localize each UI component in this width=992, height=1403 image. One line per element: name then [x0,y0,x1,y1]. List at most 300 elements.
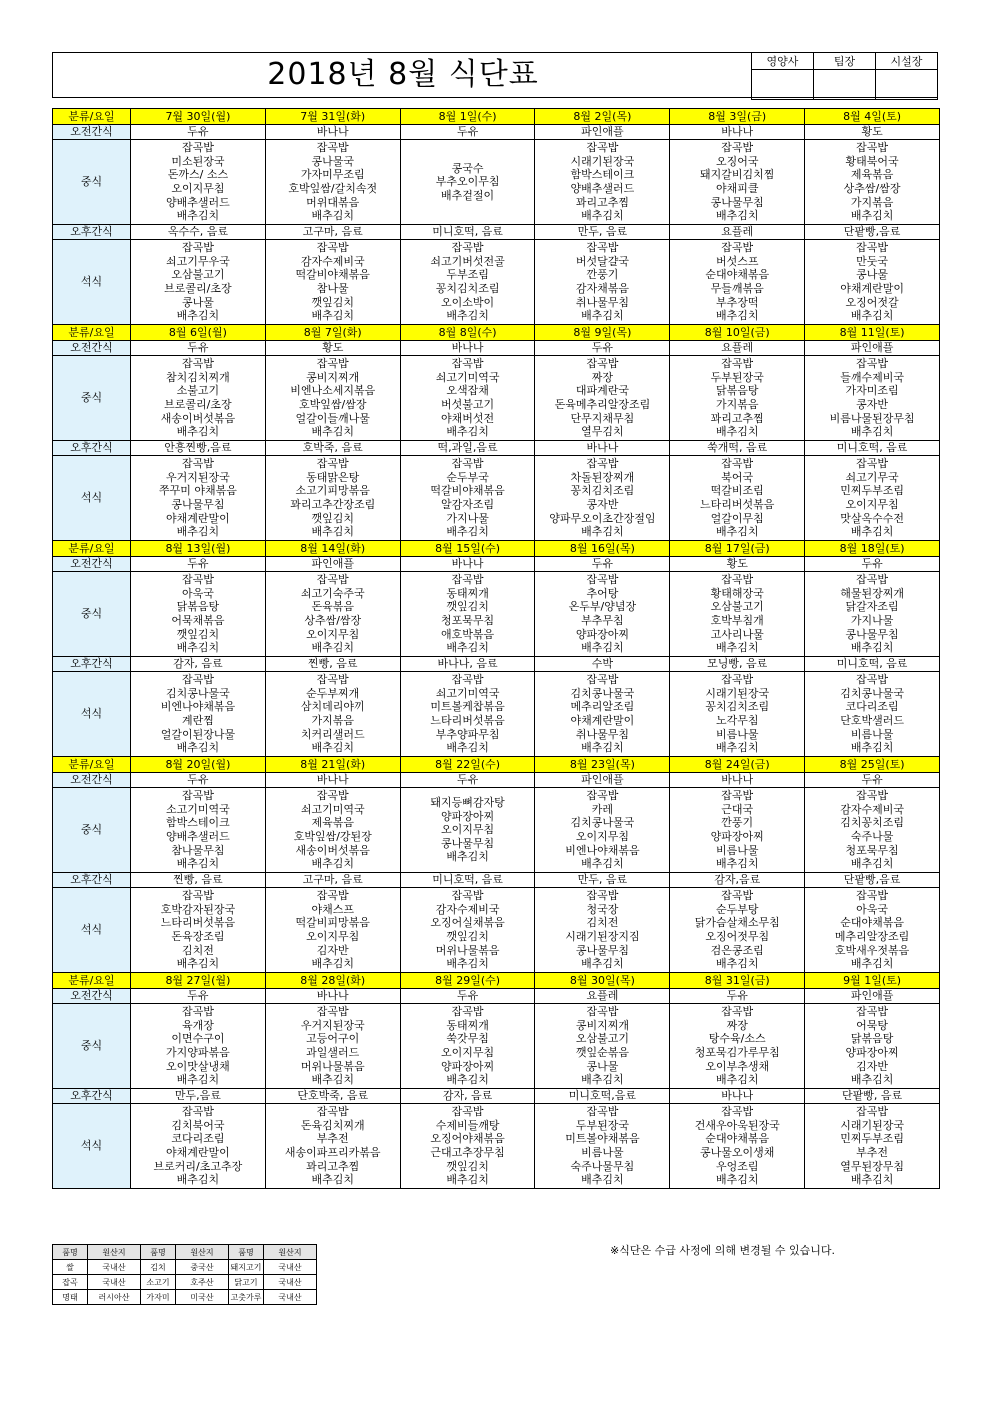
menu-item: 배추김치 [850,425,894,439]
origin-cell: 국내산 [264,1290,317,1305]
menu-item: 배추김치 [176,741,220,755]
pm-snack-cell: 쑥개떡, 음료 [670,441,805,456]
dinner-cell [131,888,266,973]
menu-item: 김치콩나물국 [570,686,635,700]
menu-item: 닭볶음탕 [850,1032,894,1046]
menu-item: 깻잎순볶음 [575,1046,629,1059]
pm-snack-cell: 미니호떡, 음료 [805,657,940,672]
menu-item: 잡곡밥 [856,357,889,371]
menu-item: 잡곡밥 [856,789,889,803]
menu-item: 쇠고기무국 [845,470,899,484]
menu-item: 양파장아찌 [845,1046,899,1059]
menu-item: 코다리조림 [845,700,899,714]
menu-item: 오이지무침 [441,1046,495,1059]
menu-item: 쇠고기미역국 [300,802,365,816]
menu-item: 배추김치 [850,525,894,539]
day-header: 8월 23일(목) [535,757,670,773]
day-header: 8월 11일(토) [805,325,940,341]
approval-table [751,52,938,100]
am-snack-cell: 황도 [670,557,805,572]
category-label: 중식 [53,140,131,225]
menu-item: 야채버섯전 [441,411,495,425]
menu-item: 비엔나야채볶음 [565,843,640,857]
menu-item: 김자반 [316,943,349,957]
dinner-cell [265,888,400,973]
pm-snack-cell: 만두, 음료 [535,225,670,240]
menu-item: 브로커리/초고추장 [153,1159,243,1173]
menu-item: 민찌두부조림 [840,1132,904,1146]
am-snack-cell: 두유 [131,557,266,572]
menu-item: 오색잡채 [446,384,489,398]
day-header: 8월 10일(금) [670,325,805,341]
menu-item: 잡곡밥 [586,141,619,155]
am-snack-cell: 두유 [805,557,940,572]
menu-item: 양파장아찌 [575,627,629,641]
lunch-cell [535,140,670,225]
menu-item: 떡갈비피망볶음 [295,916,370,930]
menu-item: 순두부탕 [715,902,759,916]
approval-label: 시설장 [876,53,938,70]
menu-item: 배추김치 [311,641,354,655]
menu-item: 야채계란말이 [166,511,230,525]
menu-item: 콩나물국 [311,154,354,168]
menu-item: 잡곡밥 [856,241,889,255]
dinner-cell [265,456,400,541]
origin-cell: 러시아산 [88,1290,141,1305]
menu-row [53,456,940,541]
dinner-cell [265,1104,400,1189]
menu-item: 배추김치 [850,641,894,655]
menu-item: 소불고기 [176,384,220,398]
category-label: 오후간식 [53,441,131,456]
menu-item: 근대고추장무침 [430,1146,505,1159]
menu-item: 잡곡밥 [316,789,349,803]
menu-item: 잡곡밥 [451,457,484,471]
menu-item: 배추김치 [581,957,624,971]
day-header: 8월 28일(화) [265,973,400,989]
menu-item: 가지양파볶음 [166,1046,230,1059]
menu-item: 황태해장국 [710,586,764,600]
menu-item: 꽁치김치조림 [435,282,500,295]
menu-row [53,757,940,773]
menu-item: 잡곡밥 [181,1005,214,1019]
dinner-cell [400,1104,535,1189]
menu-item: 감자수제비국 [435,902,500,916]
menu-item: 콩나물무침 [710,195,764,209]
menu-item: 오징어야채볶음 [430,1132,505,1146]
category-label: 오후간식 [53,225,131,240]
menu-item: 어묵탕 [856,1018,889,1032]
dinner-cell [131,240,266,325]
menu-item: 카레 [591,802,614,816]
menu-item: 잡곡밥 [856,673,889,687]
menu-row [53,441,940,456]
menu-item: 시래기된장국 [840,1118,904,1132]
pm-snack-cell: 미니호떡,음료 [535,1089,670,1104]
menu-item: 야채계란말이 [166,1146,230,1159]
lunch-cell [805,788,940,873]
menu-row [53,773,940,788]
category-label: 석식 [53,240,131,325]
menu-item: 배추김치 [176,1173,220,1187]
menu-row [53,109,940,125]
lunch-cell [265,572,400,657]
lunch-cell [131,788,266,873]
menu-item: 잡곡밥 [721,789,754,803]
menu-item: 잡곡밥 [856,141,889,155]
menu-item: 만둣국 [856,254,889,268]
menu-item: 콩나물오이생채 [700,1146,775,1159]
menu-item: 메추리알조림 [570,700,635,714]
menu-item: 깐풍기 [586,268,619,282]
menu-item: 버섯달걀국 [575,254,629,268]
menu-item: 양배추샐러드 [166,830,230,843]
menu-item: 잡곡밥 [721,573,754,587]
dinner-cell [400,456,535,541]
menu-item: 해물된장찌개 [840,586,904,600]
menu-item: 머위나물볶음 [300,1059,365,1073]
menu-item: 잡곡밥 [181,457,214,471]
menu-item: 오삼불고기 [171,268,225,282]
menu-item: 김자반 [856,1059,889,1073]
menu-row [53,225,940,240]
menu-item: 수제비들깨탕 [435,1118,500,1132]
menu-item: 탕수육/소스 [708,1032,766,1046]
menu-row [53,672,940,757]
origin-header-cell: 원산지 [264,1245,317,1260]
menu-item: 닭가슴살채소무침 [694,916,780,930]
origin-cell: 미국산 [176,1290,229,1305]
menu-item: 배추김치 [311,1073,354,1087]
menu-item: 비엔나야채볶음 [160,700,236,714]
day-header: 8월 22일(수) [400,757,535,773]
day-header: 8월 4일(토) [805,109,940,125]
menu-item: 쇠고기미역국 [435,370,500,384]
menu-item: 꽈리고추찜 [710,411,764,425]
menu-item: 떡갈비조림 [710,484,764,498]
menu-item: 비엔나소세지볶음 [290,384,376,398]
menu-item: 배추김치 [446,741,489,755]
menu-item: 잡곡밥 [721,1005,754,1019]
menu-item: 감자채볶음 [575,282,629,295]
lunch-cell [535,1004,670,1089]
menu-row [53,1004,940,1089]
menu-item: 배추김치 [715,209,759,223]
menu-item: 깻잎김치 [311,295,354,309]
am-snack-cell: 두유 [535,557,670,572]
menu-item: 아욱국 [181,586,214,600]
category-label: 석식 [53,672,131,757]
menu-item: 감자수제비국 [840,802,904,816]
origin-cell: 돼지고기 [229,1260,264,1275]
menu-item: 잡곡밥 [451,673,484,687]
menu-item: 배추김치 [176,641,220,655]
dinner-cell [535,1104,670,1189]
menu-item: 깻잎김치 [446,1159,489,1173]
lunch-cell [265,1004,400,1089]
menu-item: 배추겉절이 [441,188,495,202]
menu-item: 배추김치 [446,525,489,539]
menu-item: 시래기된장국 [570,154,635,168]
am-snack-cell: 두유 [400,989,535,1004]
pm-snack-cell: 떡,과일,음료 [400,441,535,456]
category-label: 오후간식 [53,873,131,888]
menu-item: 미소된장국 [171,154,225,168]
am-snack-cell: 바나나 [670,125,805,140]
menu-item: 단무지채무침 [570,411,635,425]
menu-item: 배추김치 [715,641,759,655]
lunch-cell [400,1004,535,1089]
menu-item: 닭볶음탕 [176,600,220,614]
menu-item: 잡곡밥 [586,1005,619,1019]
menu-item: 오삼불고기 [575,1032,629,1046]
dinner-cell [670,672,805,757]
menu-item: 배추김치 [581,741,624,755]
menu-item: 배추김치 [176,309,220,323]
origin-header-cell: 원산지 [176,1245,229,1260]
menu-item: 잡곡밥 [586,457,619,471]
menu-item: 얼갈이무침 [710,511,764,525]
menu-item: 순대야채볶음 [840,916,904,930]
menu-item: 맛살옥수수전 [840,511,904,525]
menu-item: 부추전 [856,1146,889,1159]
day-header: 8월 20일(월) [131,757,266,773]
pm-snack-cell: 미니호떡, 음료 [805,441,940,456]
menu-item: 건새우아욱된장국 [694,1118,780,1132]
menu-item: 배추김치 [176,209,220,223]
pm-snack-cell: 미니호떡, 음료 [400,225,535,240]
menu-item: 양파장아찌 [441,1059,495,1073]
menu-item: 비름나물 [850,727,894,741]
dinner-cell [805,672,940,757]
menu-item: 시래기된장국 [705,686,770,700]
menu-item: 닭볶음탕 [715,384,759,398]
menu-item: 가지볶음 [311,714,354,727]
menu-item: 김치콩나물국 [570,816,635,830]
am-snack-cell: 두유 [131,125,266,140]
day-header: 8월 6일(월) [131,325,266,341]
origin-cell: 국내산 [264,1275,317,1290]
menu-item: 잡곡밥 [586,241,619,255]
menu-item: 떡갈비야채볶음 [430,484,505,498]
am-snack-cell: 황도 [265,341,400,356]
menu-item: 온두부/양념장 [568,600,637,614]
menu-item: 쇠고기미역국 [435,686,500,700]
pm-snack-cell: 안흥찐빵,음료 [131,441,266,456]
menu-item: 잡곡밥 [856,457,889,471]
menu-item: 배추김치 [446,309,489,323]
menu-item: 배추김치 [850,1073,894,1087]
approval-label: 영양사 [752,53,814,70]
day-header: 8월 15일(수) [400,541,535,557]
menu-item: 부추오이무침 [435,175,500,189]
menu-item: 새송이버섯볶음 [160,411,236,425]
menu-item: 호박잎쌈/강된장 [293,830,372,843]
menu-item: 두부조림 [446,268,489,282]
am-snack-cell: 두유 [535,341,670,356]
menu-item: 돈육볶음 [311,600,354,614]
menu-item: 닭갈자조림 [845,600,899,614]
menu-item: 꽁치김치조림 [705,700,770,714]
menu-item: 김치전 [586,916,619,930]
lunch-cell [131,1004,266,1089]
lunch-cell [400,788,535,873]
menu-item: 잡곡밥 [856,1005,889,1019]
menu-item: 제육볶음 [850,168,894,182]
category-label: 분류/요일 [53,109,131,125]
am-snack-cell: 두유 [400,125,535,140]
dinner-cell [670,888,805,973]
menu-item: 양배추샐러드 [166,195,230,209]
lunch-cell [265,140,400,225]
menu-item: 순대야채볶음 [705,1132,770,1146]
menu-row [53,240,940,325]
menu-item: 짜장 [726,1018,748,1032]
menu-item: 배추김치 [311,425,354,439]
menu-row [53,341,940,356]
day-header: 8월 21일(화) [265,757,400,773]
menu-item: 오징어젓무침 [705,930,770,943]
lunch-cell [131,140,266,225]
menu-item: 배추김치 [446,850,489,864]
menu-row [53,541,940,557]
menu-item: 배추김치 [311,957,354,971]
category-label: 중식 [53,572,131,657]
menu-item: 콩자반 [586,498,619,511]
am-snack-cell: 바나나 [265,773,400,788]
menu-item: 배추김치 [311,525,354,539]
menu-item: 오이지무침 [575,830,629,843]
menu-item: 잡곡밥 [856,573,889,587]
origin-cell: 국내산 [264,1260,317,1275]
menu-item: 배추김치 [715,1073,759,1087]
menu-item: 순두부국 [446,470,489,484]
title-box [52,52,938,98]
menu-item: 오징어젓갈 [845,295,899,309]
approval-sign-cell [752,70,814,100]
menu-row [53,657,940,672]
menu-item: 계란찜 [181,714,214,727]
menu-item: 순대야채볶음 [705,268,770,282]
menu-item: 비름나물 [715,727,759,741]
menu-item: 쇠고기숙주국 [300,586,365,600]
menu-item: 잡곡밥 [721,457,754,471]
menu-table [52,108,940,1189]
menu-item: 꽈리고추찜 [306,1159,360,1173]
menu-item: 가자미조림 [845,384,899,398]
menu-item: 잡곡밥 [316,1105,349,1119]
pm-snack-cell: 감자, 음료 [400,1089,535,1104]
menu-item: 배추김치 [581,641,624,655]
menu-item: 숙주나물무침 [570,1159,635,1173]
category-label: 분류/요일 [53,757,131,773]
lunch-cell [670,140,805,225]
menu-item: 브로콜리/초장 [164,282,232,295]
menu-item: 배추김치 [581,1173,624,1187]
category-label: 석식 [53,456,131,541]
menu-item: 김치콩나물국 [166,686,230,700]
dinner-cell [400,888,535,973]
menu-item: 잡곡밥 [856,889,889,903]
menu-item: 콩나물 [586,1059,619,1073]
menu-item: 가자미무조림 [300,168,365,182]
menu-item: 배추김치 [176,1073,220,1087]
menu-item: 추어탕 [586,586,619,600]
menu-item: 두부된장국 [575,1118,629,1132]
menu-item: 배추김치 [715,857,759,871]
menu-item: 새송이버섯볶음 [295,843,370,857]
lunch-cell [265,788,400,873]
day-header: 8월 8일(수) [400,325,535,341]
menu-item: 들깨수제비국 [840,370,904,384]
dinner-cell [400,672,535,757]
approval-sign-cell [814,70,876,100]
menu-item: 잡곡밥 [586,573,619,587]
menu-item: 잡곡밥 [181,357,214,371]
origin-row [53,1275,317,1290]
menu-item: 짜장 [591,370,614,384]
menu-item: 북어국 [721,470,754,484]
menu-item: 꽈리고추찜 [575,195,629,209]
menu-item: 잡곡밥 [721,357,754,371]
menu-item: 꽈리고추간장조림 [290,498,376,511]
menu-item: 잡곡밥 [181,889,214,903]
lunch-cell [805,356,940,441]
dinner-cell [535,456,670,541]
menu-item: 꽁치김치조림 [570,484,635,498]
pm-snack-cell: 감자, 음료 [131,657,266,672]
day-header: 7월 31일(화) [265,109,400,125]
lunch-cell [670,1004,805,1089]
dinner-cell [670,1104,805,1189]
menu-item: 콩나물무침 [441,836,495,850]
menu-item: 참나물 [316,282,349,295]
menu-item: 황태북어국 [845,154,899,168]
origin-cell: 김치 [141,1260,176,1275]
menu-item: 배추김치 [311,209,354,223]
pm-snack-cell: 단팥빵,음료 [805,873,940,888]
day-header: 8월 1일(수) [400,109,535,125]
menu-item: 열무김치 [581,425,624,439]
menu-item: 야채계란말이 [570,714,635,727]
menu-item: 배추김치 [715,309,759,323]
menu-row [53,356,940,441]
menu-item: 콩비지찌개 [575,1018,629,1032]
pm-snack-cell: 요플레 [670,225,805,240]
pm-snack-cell: 단팥빵, 음료 [805,1089,940,1104]
category-label: 중식 [53,356,131,441]
menu-item: 잡곡밥 [586,789,619,803]
menu-item: 메추리알장조림 [834,930,910,943]
menu-item: 배추김치 [446,641,489,655]
lunch-cell [805,572,940,657]
pm-snack-cell: 감자,음료 [670,873,805,888]
dinner-cell [535,240,670,325]
menu-row [53,788,940,873]
menu-item: 돼지등뼈감자탕 [430,796,505,810]
origin-table [52,1244,317,1305]
category-label: 중식 [53,1004,131,1089]
am-snack-cell: 바나나 [400,557,535,572]
menu-item: 잡곡밥 [451,1105,484,1119]
menu-item: 배추김치 [581,1073,624,1087]
origin-cell: 호주산 [176,1275,229,1290]
am-snack-cell: 파인애플 [535,773,670,788]
pm-snack-cell: 찐빵, 음료 [131,873,266,888]
category-label: 오전간식 [53,557,131,572]
menu-item: 콩나물무침 [575,943,629,957]
menu-item: 잡곡밥 [316,889,349,903]
